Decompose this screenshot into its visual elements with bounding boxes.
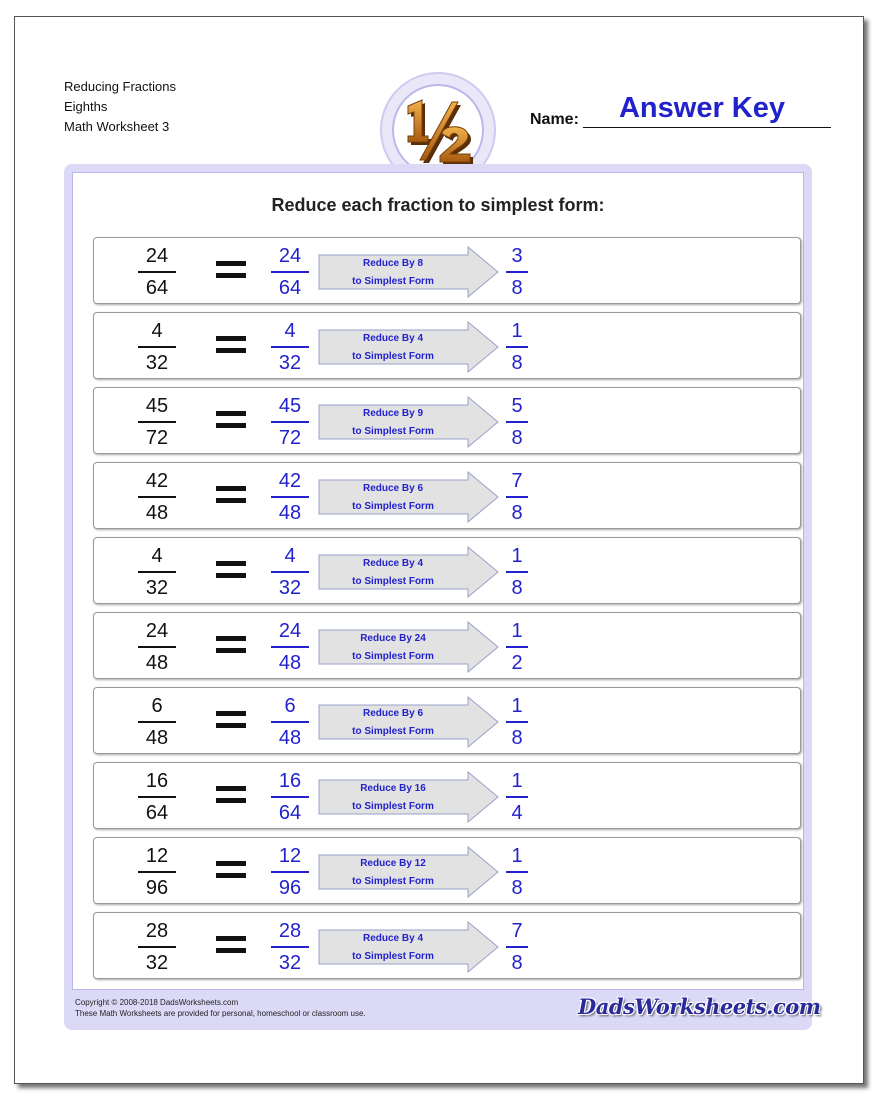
question-denominator: 32 <box>145 352 169 374</box>
problem-row-1 <box>93 237 801 304</box>
equals-sign <box>216 633 246 657</box>
question-fraction <box>132 319 182 376</box>
name-label: Name: <box>530 111 579 128</box>
answer-denominator: 8 <box>511 952 523 974</box>
usage-text: These Math Worksheets are provided for personal, homeschool or classroom use. <box>75 1009 366 1018</box>
reduce-step-label <box>318 330 468 366</box>
question-fraction <box>132 694 182 751</box>
problem-row-8 <box>93 762 801 829</box>
worksheet-meta <box>64 77 176 137</box>
equals-sign <box>216 258 246 282</box>
answer-fraction <box>494 244 540 301</box>
answer-numerator: 5 <box>511 395 523 417</box>
equals-sign <box>216 558 246 582</box>
equals-sign <box>216 333 246 357</box>
simplest-form-text: to Simplest Form <box>352 876 434 887</box>
answer-numerator: 1 <box>511 545 523 567</box>
restated-numerator: 24 <box>278 620 302 642</box>
fraction-bar <box>138 796 176 798</box>
fraction-bar <box>506 271 528 273</box>
one-half-icon <box>392 84 484 176</box>
question-denominator: 32 <box>145 577 169 599</box>
question-numerator: 24 <box>145 620 169 642</box>
restated-numerator: 42 <box>278 470 302 492</box>
restated-denominator: 48 <box>278 652 302 674</box>
fraction-bar <box>138 646 176 648</box>
copyright-text: Copyright © 2008-2018 DadsWorksheets.com <box>75 998 239 1007</box>
problem-row-10 <box>93 912 801 979</box>
restated-fraction <box>265 694 315 751</box>
question-fraction <box>132 619 182 676</box>
question-numerator: 45 <box>145 395 169 417</box>
reduce-by-text: Reduce By 6 <box>362 708 424 719</box>
reduce-by-text: Reduce By 9 <box>362 408 424 419</box>
question-denominator: 48 <box>145 502 169 524</box>
reduce-step-label <box>318 630 468 666</box>
simplest-form-text: to Simplest Form <box>352 951 434 962</box>
equals-sign <box>216 858 246 882</box>
reduce-by-text: Reduce By 4 <box>362 558 424 569</box>
fraction-bar <box>506 796 528 798</box>
answer-fraction <box>494 844 540 901</box>
answer-numerator: 1 <box>511 320 523 342</box>
answer-numerator: 3 <box>511 245 523 267</box>
question-denominator: 48 <box>145 727 169 749</box>
equals-sign <box>216 408 246 432</box>
restated-denominator: 32 <box>278 577 302 599</box>
fraction-bar <box>138 946 176 948</box>
restated-fraction <box>265 394 315 451</box>
restated-numerator: 24 <box>278 245 302 267</box>
fraction-bar <box>506 496 528 498</box>
fraction-bar <box>506 721 528 723</box>
question-fraction <box>132 394 182 451</box>
fraction-bar <box>271 346 309 348</box>
problems-frame <box>64 164 821 1030</box>
simplest-form-text: to Simplest Form <box>352 651 434 662</box>
reduce-by-text: Reduce By 4 <box>362 933 424 944</box>
fraction-bar <box>138 721 176 723</box>
question-denominator: 64 <box>145 277 169 299</box>
restated-numerator: 28 <box>278 920 302 942</box>
restated-numerator: 6 <box>284 695 296 717</box>
simplest-form-text: to Simplest Form <box>352 351 434 362</box>
fraction-bar <box>271 796 309 798</box>
reduce-step-label <box>318 405 468 441</box>
fraction-bar <box>271 421 309 423</box>
fraction-bar <box>506 346 528 348</box>
restated-fraction <box>265 919 315 976</box>
answer-fraction <box>494 544 540 601</box>
question-fraction <box>132 769 182 826</box>
restated-denominator: 48 <box>278 727 302 749</box>
reduce-by-text: Reduce By 16 <box>360 783 426 794</box>
question-numerator: 4 <box>151 320 163 342</box>
simplest-form-text: to Simplest Form <box>352 576 434 587</box>
restated-denominator: 96 <box>278 877 302 899</box>
restated-denominator: 32 <box>278 352 302 374</box>
worksheet-title: Reducing Fractions <box>64 79 176 94</box>
answer-denominator: 2 <box>511 652 523 674</box>
answer-denominator: 8 <box>511 877 523 899</box>
answer-fraction <box>494 319 540 376</box>
reduce-step-label <box>318 705 468 741</box>
restated-fraction <box>265 844 315 901</box>
problem-row-4 <box>93 462 801 529</box>
problem-row-5 <box>93 537 801 604</box>
answer-denominator: 8 <box>511 727 523 749</box>
dadsworksheets-logo: DadsWorksheets.com <box>578 994 821 1019</box>
restated-numerator: 4 <box>284 320 296 342</box>
restated-numerator: 4 <box>284 545 296 567</box>
question-numerator: 12 <box>145 845 169 867</box>
answer-numerator: 1 <box>511 770 523 792</box>
answer-numerator: 7 <box>511 920 523 942</box>
equals-sign <box>216 708 246 732</box>
answer-denominator: 8 <box>511 277 523 299</box>
fraction-bar <box>138 421 176 423</box>
question-numerator: 6 <box>151 695 163 717</box>
restated-numerator: 16 <box>278 770 302 792</box>
fraction-bar <box>271 946 309 948</box>
answer-fraction <box>494 919 540 976</box>
fraction-bar <box>506 946 528 948</box>
reduce-step-label <box>318 555 468 591</box>
fraction-bar <box>271 271 309 273</box>
reduce-by-text: Reduce By 8 <box>362 258 424 269</box>
restated-numerator: 12 <box>278 845 302 867</box>
fraction-bar <box>138 571 176 573</box>
problems-panel <box>72 172 804 990</box>
reduce-by-text: Reduce By 6 <box>362 483 424 494</box>
reduce-step-label <box>318 930 468 966</box>
question-denominator: 48 <box>145 652 169 674</box>
fraction-bar <box>138 271 176 273</box>
fraction-bar <box>271 721 309 723</box>
restated-denominator: 48 <box>278 502 302 524</box>
question-fraction <box>132 919 182 976</box>
question-numerator: 42 <box>145 470 169 492</box>
fraction-bar <box>506 646 528 648</box>
answer-denominator: 8 <box>511 427 523 449</box>
problem-row-3 <box>93 387 801 454</box>
fraction-bar <box>506 421 528 423</box>
restated-fraction <box>265 619 315 676</box>
simplest-form-text: to Simplest Form <box>352 726 434 737</box>
reduce-by-text: Reduce By 4 <box>362 333 424 344</box>
answer-fraction <box>494 619 540 676</box>
simplest-form-text: to Simplest Form <box>352 276 434 287</box>
problem-row-2 <box>93 312 801 379</box>
simplest-form-text: to Simplest Form <box>352 801 434 812</box>
answer-numerator: 7 <box>511 470 523 492</box>
answer-fraction <box>494 469 540 526</box>
reduce-by-text: Reduce By 12 <box>360 858 426 869</box>
question-denominator: 64 <box>145 802 169 824</box>
worksheet-number: Math Worksheet 3 <box>64 119 170 134</box>
fraction-bar <box>138 496 176 498</box>
restated-denominator: 64 <box>278 802 302 824</box>
fraction-bar <box>138 871 176 873</box>
restated-denominator: 72 <box>278 427 302 449</box>
fraction-bar <box>271 646 309 648</box>
answer-denominator: 8 <box>511 352 523 374</box>
question-numerator: 16 <box>145 770 169 792</box>
reduce-step-label <box>318 855 468 891</box>
question-denominator: 72 <box>145 427 169 449</box>
fraction-bar <box>271 571 309 573</box>
question-denominator: 32 <box>145 952 169 974</box>
reduce-by-text: Reduce By 24 <box>360 633 426 644</box>
answer-denominator: 8 <box>511 502 523 524</box>
restated-fraction <box>265 469 315 526</box>
restated-fraction <box>265 769 315 826</box>
answer-key-title: Answer Key <box>618 92 785 124</box>
simplest-form-text: to Simplest Form <box>352 501 434 512</box>
answer-numerator: 1 <box>511 620 523 642</box>
restated-fraction <box>265 544 315 601</box>
restated-fraction <box>265 319 315 376</box>
question-denominator: 96 <box>145 877 169 899</box>
restated-fraction <box>265 244 315 301</box>
reduce-step-label <box>318 480 468 516</box>
answer-denominator: 8 <box>511 577 523 599</box>
question-fraction <box>132 469 182 526</box>
answer-numerator: 1 <box>511 695 523 717</box>
question-fraction <box>132 244 182 301</box>
simplest-form-text: to Simplest Form <box>352 426 434 437</box>
fraction-bar <box>271 871 309 873</box>
footer-copyright <box>75 997 366 1019</box>
restated-denominator: 32 <box>278 952 302 974</box>
fraction-bar <box>506 571 528 573</box>
fraction-bar <box>506 871 528 873</box>
instructions: Reduce each fraction to simplest form: <box>271 195 605 215</box>
reduce-step-label <box>318 255 468 291</box>
question-numerator: 24 <box>145 245 169 267</box>
equals-sign <box>216 933 246 957</box>
name-line <box>583 127 831 128</box>
restated-numerator: 45 <box>278 395 302 417</box>
problem-row-7 <box>93 687 801 754</box>
fraction-bar <box>138 346 176 348</box>
equals-sign <box>216 783 246 807</box>
worksheet-subtitle: Eighths <box>64 99 108 114</box>
reduce-step-label <box>318 780 468 816</box>
question-numerator: 4 <box>151 545 163 567</box>
answer-fraction <box>494 769 540 826</box>
question-fraction <box>132 544 182 601</box>
question-fraction <box>132 844 182 901</box>
problem-row-9 <box>93 837 801 904</box>
answer-fraction <box>494 694 540 751</box>
restated-denominator: 64 <box>278 277 302 299</box>
problem-row-6 <box>93 612 801 679</box>
question-numerator: 28 <box>145 920 169 942</box>
answer-numerator: 1 <box>511 845 523 867</box>
answer-fraction <box>494 394 540 451</box>
answer-denominator: 4 <box>511 802 523 824</box>
equals-sign <box>216 483 246 507</box>
fraction-bar <box>271 496 309 498</box>
